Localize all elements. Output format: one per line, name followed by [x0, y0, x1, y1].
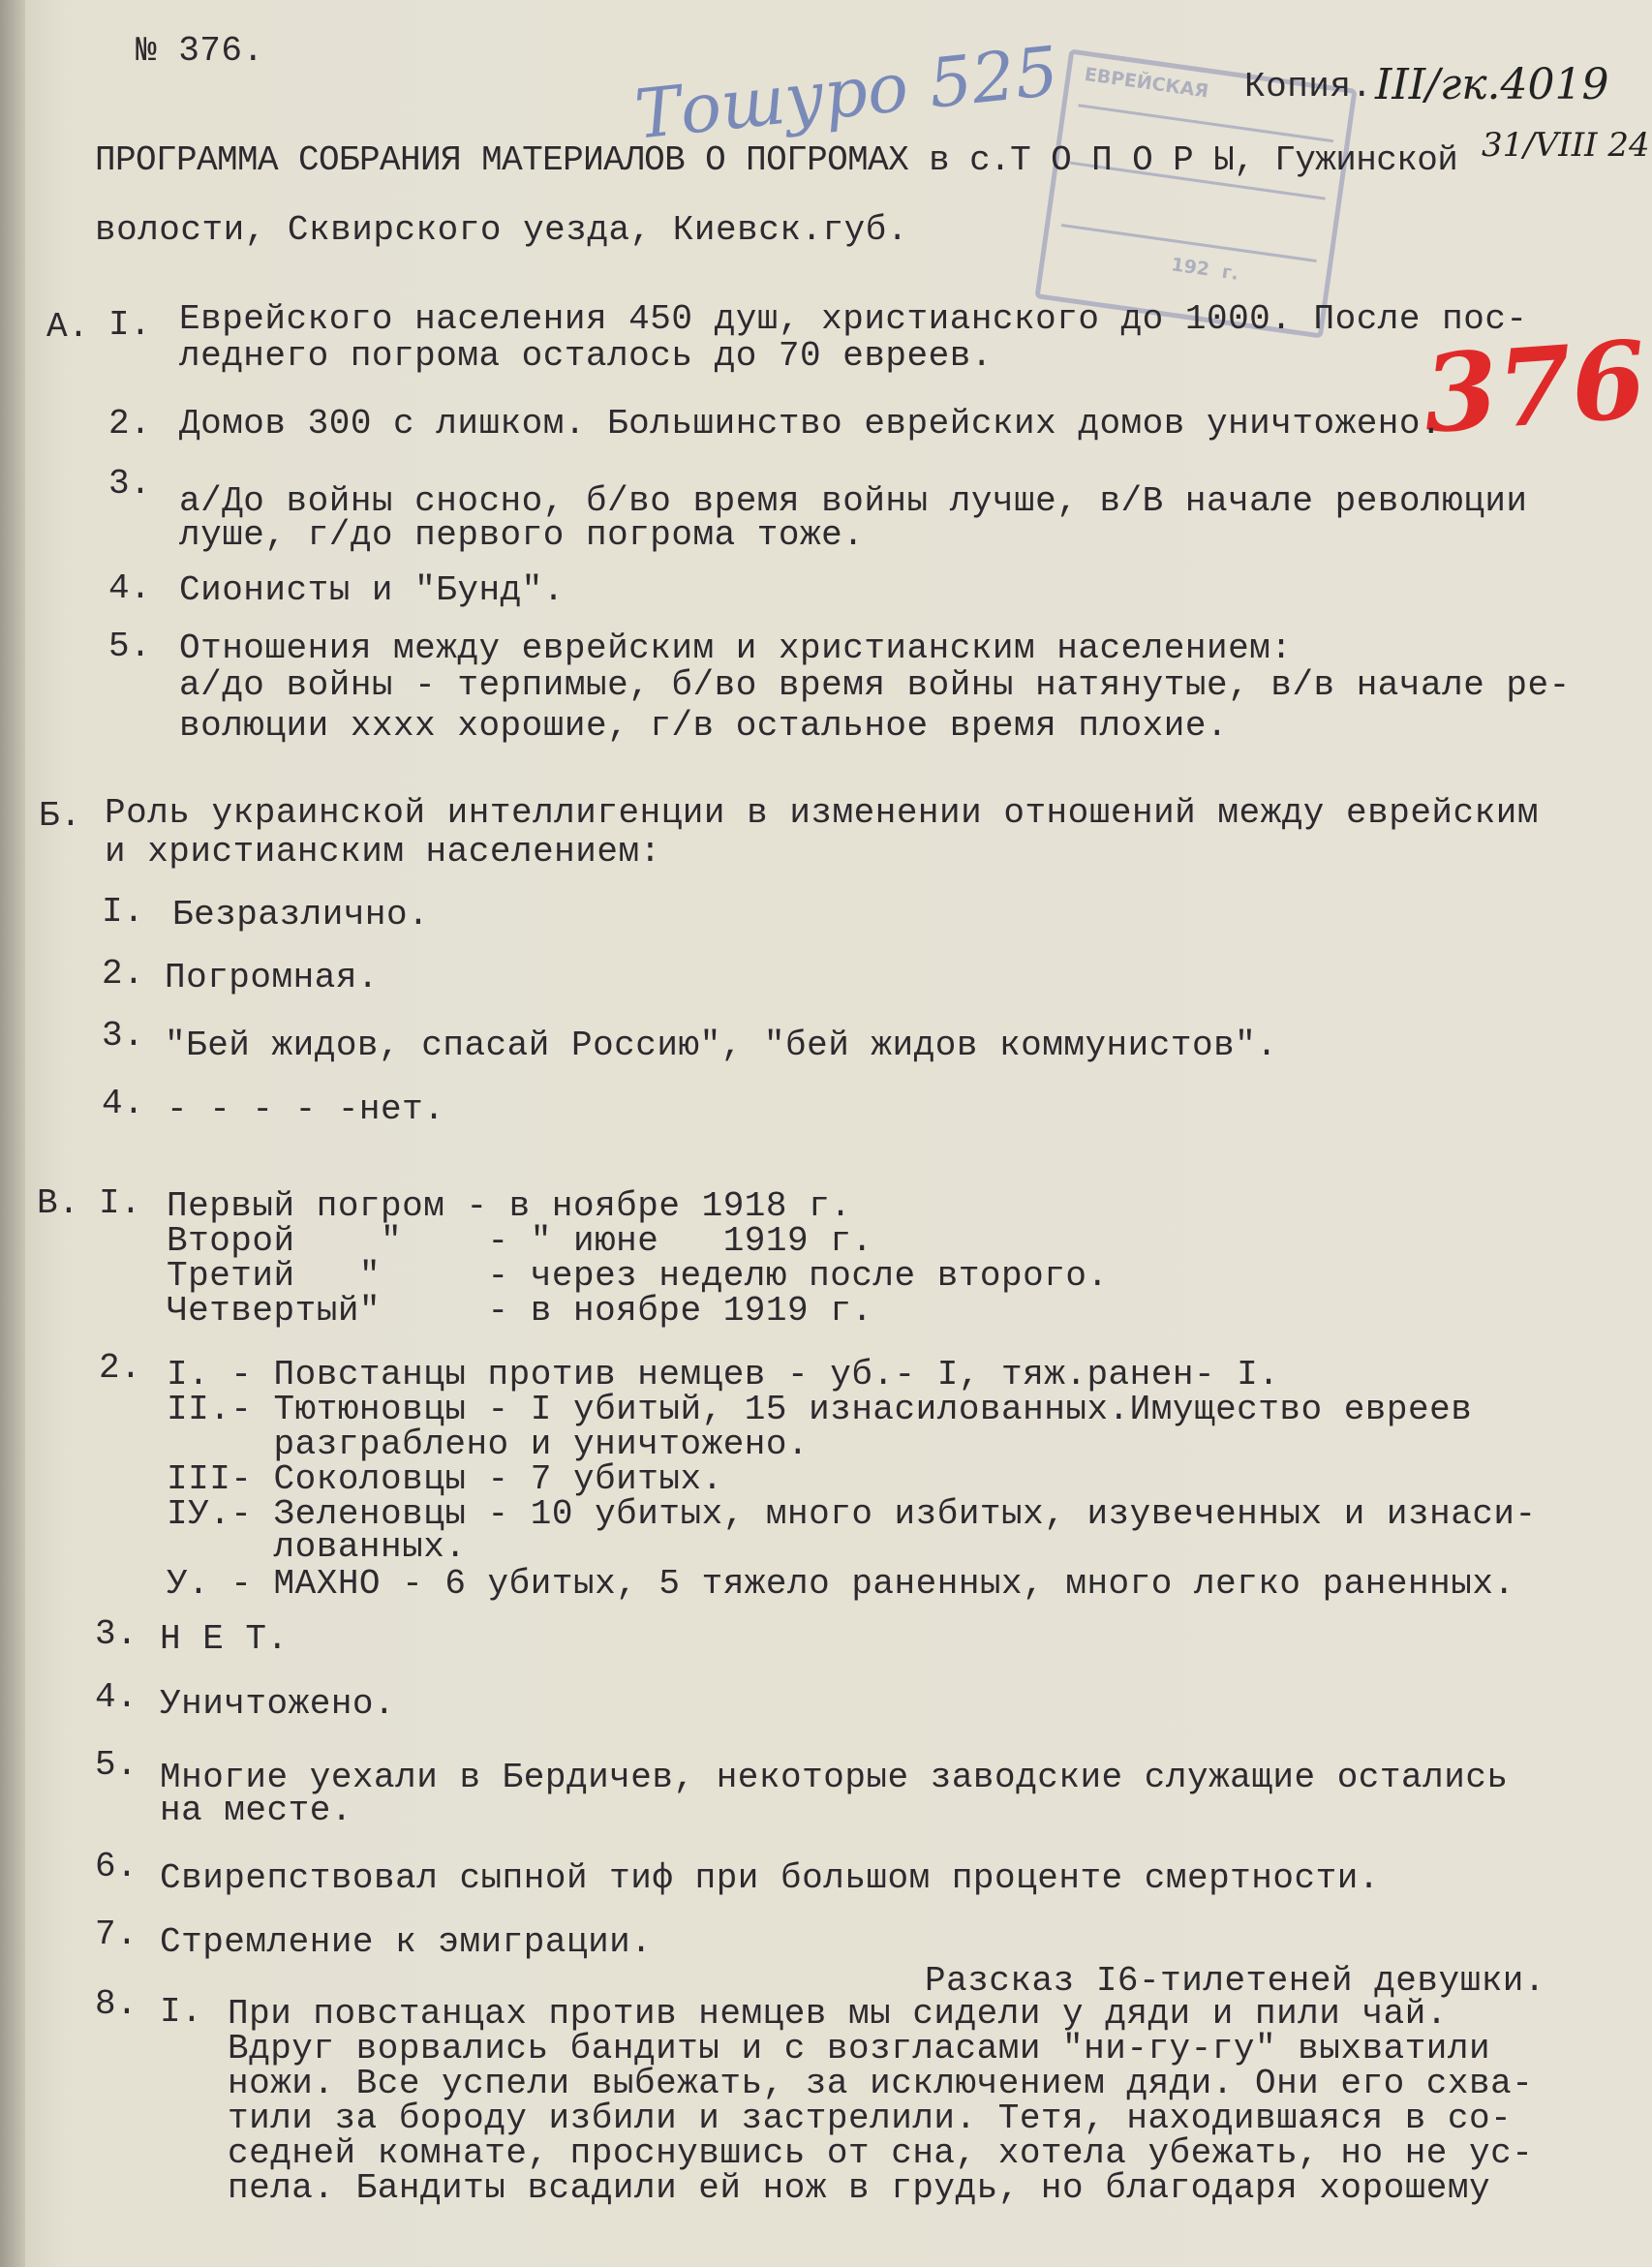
section-b-line-1: Роль украинской интеллигенции в изменении отношений между еврейским [105, 793, 1539, 833]
section-a-item-1-line-1: Еврейского населения 450 душ, христианского до 1000. После пос- [179, 299, 1528, 339]
section-v-item-8-sub: I. [160, 1992, 203, 2032]
section-a-item-3-line-2: луше, г/до первого погрома тоже. [179, 515, 865, 555]
section-v-item-1-line-2: Второй " - " июне 1919 г. [167, 1221, 873, 1261]
story-line-2: Вдруг ворвались бандиты и с возгласами "ни-гу-гу" выхватили [228, 2029, 1491, 2068]
stamp-year: 192 г. [1170, 254, 1240, 285]
section-b-item-1-text: Безразлично. [172, 895, 430, 934]
story-line-4: тили за бороду избили и застрелили. Тетя, находившаяся в со- [228, 2099, 1513, 2138]
section-v-item-2-line-3: разграблено и уничтожено. [167, 1425, 810, 1464]
section-a-letter: А. [46, 307, 90, 347]
section-b-item-3-text: "Бей жидов, спасай Россию", "бей жидов коммунистов". [165, 1026, 1278, 1065]
story-line-6: пела. Бандиты всадили ей нож в грудь, но благодаря хорошему [228, 2168, 1491, 2208]
section-b-line-2: и христианским населением: [105, 832, 661, 872]
section-v-item-7-num: 7. [95, 1915, 138, 1954]
red-archive-number: 376 [1419, 317, 1650, 457]
section-a-item-5-line-3: волюции хххх хорошие, г/в остальное время плохие. [179, 706, 1229, 746]
page-binding-edge [0, 0, 25, 2267]
section-b-item-2-num: 2. [102, 954, 145, 994]
section-b-item-3-num: 3. [102, 1016, 145, 1056]
section-a-item-4-line-1: Сионисты и "Бунд". [179, 570, 565, 610]
section-v-item-2-line-6: лованных. [167, 1527, 467, 1567]
story-line-1: При повстанцах против немцев мы сидели у дяди и пили чай. [228, 1994, 1448, 2034]
section-b-item-4-text: - - - - -нет. [167, 1089, 445, 1129]
section-v-item-3-num: 3. [95, 1614, 138, 1654]
section-b-item-4-num: 4. [102, 1084, 145, 1123]
section-b-letter: Б. [39, 796, 82, 836]
section-v-item-6-line-1: Свирепствовал сыпной тиф при большом проценте смертности. [160, 1858, 1380, 1898]
section-v-item-3-line-1: Н Е Т. [160, 1619, 289, 1659]
section-v-item-2-line-7: У. - МАХНО - 6 убитых, 5 тяжело раненных, много легко раненных. [167, 1564, 1515, 1604]
section-v-item-1-line-4: Четвертый" - в ноябре 1919 г. [167, 1291, 873, 1331]
pencil-note: Тошуро 525 [630, 31, 1062, 155]
section-v-item-8-num: 8. [95, 1984, 138, 2024]
archive-reference: III/гк.4019 [1375, 60, 1609, 109]
section-v-item-6-num: 6. [95, 1847, 138, 1886]
section-b-item-2-text: Погромная. [165, 958, 380, 997]
section-v-item-5-line-1: Многие уехали в Бердичев, некоторые заводские служащие остались [160, 1758, 1509, 1797]
section-a-item-4-num: 4. [108, 568, 152, 608]
section-v-item-2-line-4: III- Соколовцы - 7 убитых. [167, 1459, 723, 1499]
section-v-item-4-line-1: Уничтожено. [160, 1684, 396, 1724]
section-v-item-7-line-1: Стремление к эмиграции. [160, 1922, 653, 1962]
archive-date: 31/VIII 24 [1482, 126, 1650, 165]
copy-label: Копия. [1244, 67, 1373, 107]
story-line-5: седней комнате, проснувшись от сна, хотела убежать, но не ус- [228, 2133, 1534, 2173]
section-v-item-1-num: I. [99, 1183, 142, 1223]
section-v-item-4-num: 4. [95, 1677, 138, 1717]
section-v-item-1-line-1: Первый погром - в ноябре 1918 г. [167, 1186, 852, 1226]
section-a-item-5-line-2: а/до войны - терпимые, б/во время войны натянутые, в/в начале ре- [179, 665, 1571, 705]
section-v-item-1-line-3: Третий " - через неделю после второго. [167, 1256, 1109, 1296]
section-a-item-3-line-1: а/До войны сносно, б/во время войны лучше, в/В начале революции [179, 481, 1528, 521]
section-v-item-2-line-5: IУ.- Зеленовцы - 10 убитых, много избитых, изувеченных и изнаси- [167, 1494, 1537, 1534]
document-number: № 376. [136, 31, 264, 71]
story-line-3: ножи. Все успели выбежать, за исключением дяди. Они его схва- [228, 2064, 1534, 2103]
section-v-item-5-num: 5. [95, 1745, 138, 1785]
section-a-item-5-num: 5. [108, 627, 152, 666]
section-a-item-3-num: 3. [108, 464, 152, 504]
stamp-line-1: ЕВРЕЙСКАЯ [1083, 63, 1210, 103]
section-v-item-2-line-1: I. - Повстанцы против немцев - уб.- I, тяж.ранен- I. [167, 1355, 1280, 1394]
section-a-item-1-num: I. [108, 305, 152, 345]
section-a-item-2-num: 2. [108, 404, 152, 444]
title-line-2: волости, Сквирского уезда, Киевск.губ. [95, 210, 908, 250]
section-b-item-1-num: I. [102, 892, 145, 932]
section-a-item-5-line-1: Отношения между еврейским и христианским населением: [179, 628, 1293, 668]
section-v-item-2-line-2: II.- Тютюновцы - I убитый, 15 изнасилованных.Имущество евреев [167, 1390, 1473, 1429]
section-v-item-5-line-2: на месте. [160, 1791, 352, 1830]
section-v-letter: В. [37, 1183, 80, 1223]
section-v-item-2-num: 2. [99, 1348, 142, 1388]
title-line-1: ПРОГРАММА СОБРАНИЯ МАТЕРИАЛОВ О ПОГРОМАХ в с.Т О П О Р Ы, Гужинской [95, 140, 1458, 180]
section-a-item-2-line-1: Домов 300 с лишком. Большинство еврейских домов уничтожено. [179, 404, 1443, 444]
story-title: Разсказ I6-тилетеней девушки. [925, 1961, 1546, 2001]
section-a-item-1-line-2: леднего погрома осталось до 70 евреев. [179, 336, 993, 376]
